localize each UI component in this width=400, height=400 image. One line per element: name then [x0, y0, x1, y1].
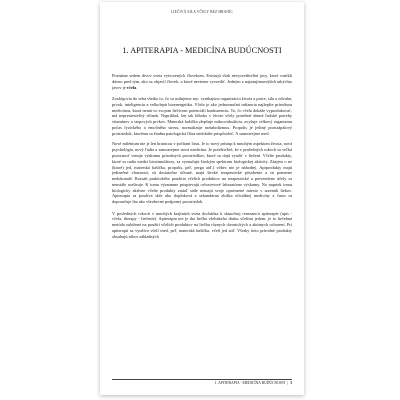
- footer-rule: [112, 379, 292, 380]
- paragraph: Zoológovia do seba všetko to, čo sa usilujeme my: vynikajúcu organizáciu života a práce, silu a odvahu, prvok, inteligenciu a velkolepú bioenergetiku. Včela je ako jednoznačná inštancia najlepšie prírodnou medicínou, ktorá nemá vo svojom liečivom potenciáli konkurenciu. To, čo včela dokáže vyprodukovať, má nepreniesteľný účinok. Napríklad, len tak hlboko v živote včely potrebné denné ľudské potreby vitamínov a stopových prvkov. Materská kašička zlepšuje mikrocirkuláciu, zvyšuje celkový organizmu počas fyzického a emočného stresu, normalizuje metabolizmus. Propolis je jediný protizápalový prostriedok, ktorému sa žiadna patologická flóra nedokáže prispôsobiť. A samozrejme med.: [112, 95, 292, 136]
- running-head: LIEČIVÁ SILA VČELY BEZ HRANÍC: [170, 10, 234, 14]
- page-footer: [215, 381, 292, 385]
- footer-title: 1. APITERAPIA - MEDICÍNA BUDÚCNOSTI: [214, 381, 286, 385]
- body-text: [112, 73, 292, 245]
- paragraph: V posledných rokoch v mnohých krajinách sveta dochádza k skutočnej renesancii apiterapie (apis - včela, therapy - liečenie). Apiterapia nie je iba liečba všeliakeho druhu včelími jedom, je to liečebná metóda založená na použití včelích produktov na liečbu rôznych chronických a akútnych ochorení. Pri apiterapii sa využíva včelí med, peľ, materská kašička, včelí jed atď. Všetky tieto prírodné produkty obsahujú súbor základných: [112, 210, 292, 239]
- book-page: [100, 2, 304, 395]
- paragraph-text: .: [136, 84, 138, 90]
- paragraph: Nové milénium nie je len hranicou v počítaní času. Je to nový prístup k mnohým aspektom života, nová psychológia, nový ľudia a samozrejme nová medicína. Je potešiteľné, že v posledných rokoch sa veľká pozornosť venuje výskumu prírodných prostriedkov, ktoré sa dajú využiť v liečení. Včelie produkty, ktoré sa radia medzi biostimulátory, sa vyznačujú širokým spektrom biologickej aktivity. Zázjem o ne (ktoré) jed, materská kašička, propolis, peľ, perga atď.) vôbec nie je náhodný. Apiprodukty majú jedinečné vlastnosti, sú dostatočne účinné, majú široké terapeutické pôsobenie a sú pomerne nedokonalé. Rozsah praktického použitia včelích produktov na terapeutické a preventívne účely sa neustále rozširuje. K tomu významne prispievajú celosvetové laboratórne výskumy. No napriek tomu biologicky aktívne včelie produkty zatiaľ stále nemajú svoje oprávnené miesto v arzenáli liekov. Apiterapia sa používa skôr ako doplnková a sekundárna zložka oficiálnej medicíny a často sa doporučuje iba ako všeobecne podporný prostriedok.: [112, 141, 292, 205]
- paragraph: [112, 73, 292, 90]
- page-number: 3: [290, 381, 292, 385]
- bold-term: včela: [126, 84, 137, 90]
- footer-separator: |: [287, 381, 289, 385]
- paragraph-text: Poznáme sedem divov sveta vytvorených človekom. Existujú však nevysvetliteľné javy, ktoré vznikli dávno pred tým, ako sa objavil človek, a ktoré nevieme vysvetliť. Jedným z najzaujímavejších takýchto javov je: [112, 73, 292, 90]
- chapter-title: 1. APITERAPIA - MEDICÍNA BUDÚCNOSTI: [122, 46, 282, 55]
